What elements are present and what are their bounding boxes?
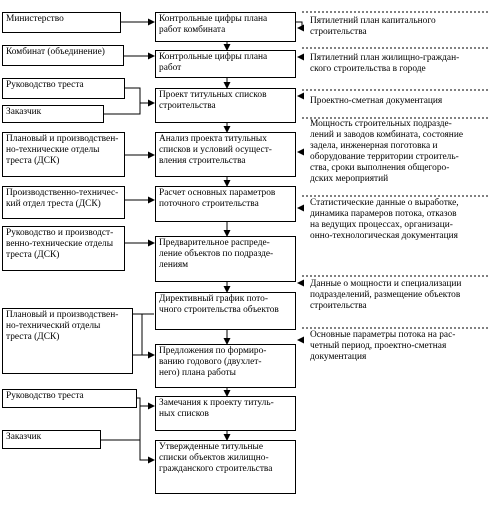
left-box-planning-department: Плановый и производствен- но-технический отделы треста (ДСК) (2, 308, 133, 374)
left-box-ministry: Министерство (2, 12, 121, 33)
center-box-analysis: Анализ проекта титульных списков и условий осущест- вления строительства (155, 132, 296, 177)
center-box-annual-plan-proposals: Предложения по формиро- ванию годового (двухлет- него) плана работы (155, 344, 296, 388)
left-box-management-departments: Руководство и производст- венно-технические отделы треста (ДСК) (2, 226, 125, 271)
center-box-preliminary-distribution: Предварительное распреде- ление объектов по подразде- лениям (155, 236, 296, 282)
left-box-trust-management-2: Руководство треста (2, 389, 137, 408)
center-box-parameter-calculation: Расчет основных параметров поточного строительства (155, 186, 296, 222)
center-box-title-lists-project: Проект титульных списков строительства (155, 88, 296, 123)
right-note-five-year-housing-plan: Пятилетний план жилищно-граждан- ского строительства в городе (310, 53, 460, 74)
center-box-approved-title-lists: Утвержденные титульные списки объектов жилищно- гражданского строительства (155, 440, 296, 494)
right-note-statistics: Статистические данные о выработке, динамика парамеров потока, отказов на ведущих процессах, организаци- онно-технологическая документация (310, 198, 459, 241)
right-note-flow-parameters: Основные параметры потока на рас- четный период, проектно-сметная документация (310, 330, 456, 362)
center-box-directive-schedule: Директивный график пото- чного строительства объектов (155, 292, 296, 330)
left-box-customer-2: Заказчик (2, 430, 101, 449)
center-box-control-figures: Контрольные цифры плана работ (155, 50, 296, 78)
left-box-planning-departments: Плановый и производствен- но-технические отделы треста (ДСК) (2, 132, 125, 177)
right-note-capacity-data: Мощность строительных подразде- лений и заводов комбината, состояние задела, инженерная поготовка и оборудование территории строитель- ства, сроки выполнения общегоро- дских мероприятий (310, 119, 464, 184)
center-box-remarks: Замечания к проекту титуль- ных списков (155, 396, 296, 431)
left-box-trust-management: Руководство треста (2, 78, 125, 99)
left-box-combine: Комбинат (объединение) (2, 45, 124, 66)
left-box-production-department: Производственно-техничес- кий отдел треста (ДСК) (2, 186, 125, 219)
left-box-customer: Заказчик (2, 105, 104, 123)
right-note-capacity-specialization: Данные о мощности и специализации подразделений, размещение объектов строительства (310, 279, 462, 311)
right-note-design-documentation: Проектно-сметная документация (310, 96, 443, 106)
right-note-five-year-capital-plan: Пятилетний план капитального строительства (310, 16, 436, 37)
center-box-control-figures-combine: Контрольные цифры плана работ комбината (155, 12, 296, 42)
